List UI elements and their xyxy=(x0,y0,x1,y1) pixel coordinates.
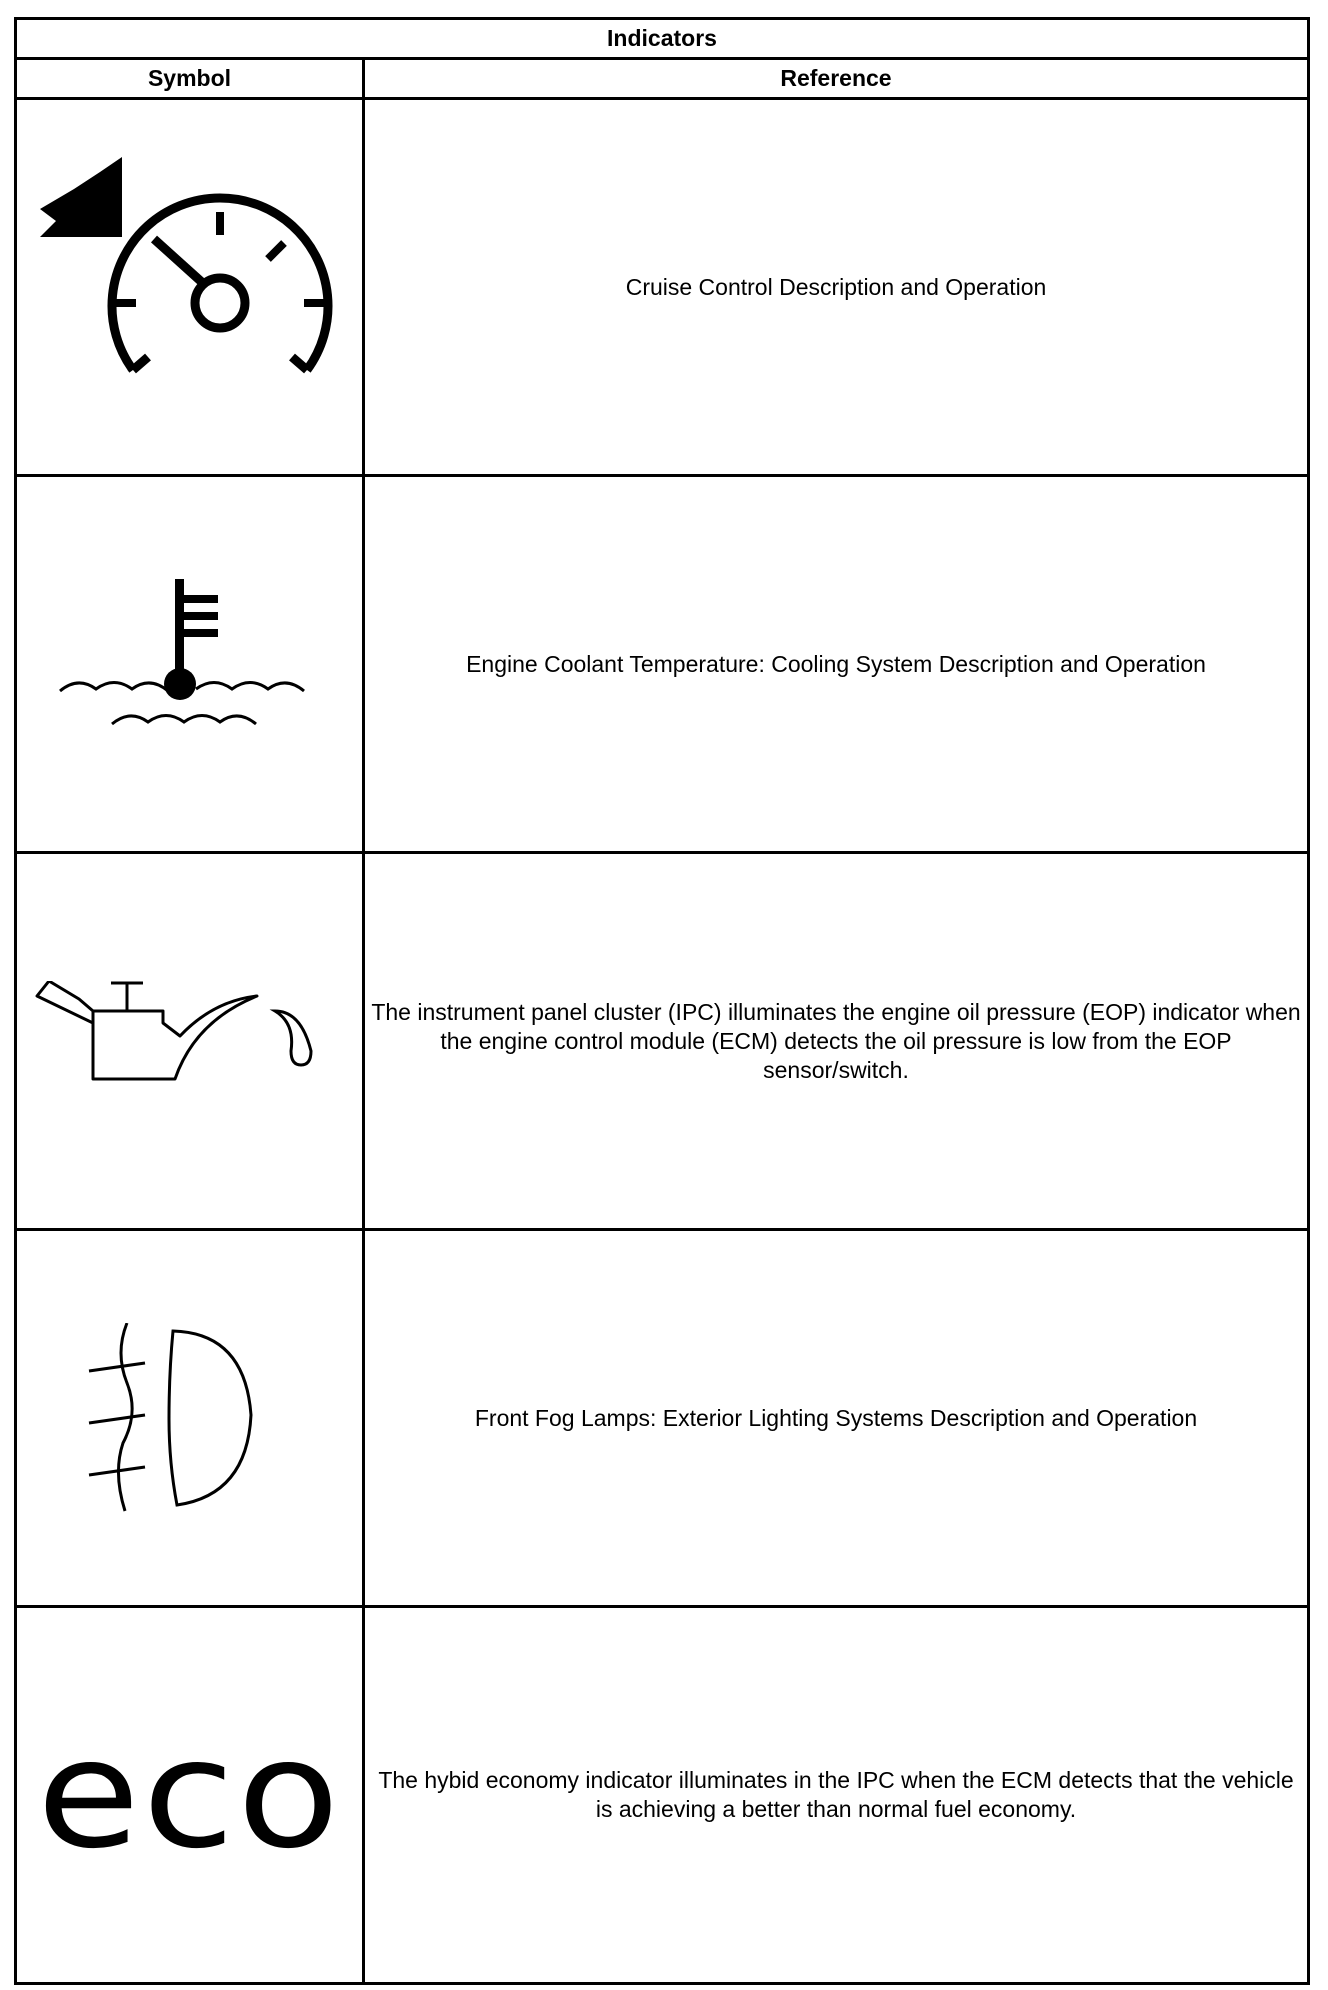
table-row xyxy=(16,99,1309,476)
cruise-control-icon xyxy=(40,157,340,417)
symbol-cell xyxy=(16,99,364,476)
table-header-row xyxy=(16,59,1309,99)
indicators-table xyxy=(14,17,1310,1985)
reference-cell: Engine Coolant Temperature: Cooling System Description and Operation xyxy=(364,476,1309,853)
reference-cell: The instrument panel cluster (IPC) illuminates the engine oil pressure (EOP) indicator when the engine control module (ECM) detects the oil pressure is low from the EOP sensor/switch. xyxy=(364,853,1309,1230)
eco-icon: eco xyxy=(36,1708,343,1882)
symbol-column-header: Symbol xyxy=(16,59,364,99)
table-row xyxy=(16,853,1309,1230)
symbol-cell xyxy=(16,1607,364,1984)
reference-cell: Front Fog Lamps: Exterior Lighting Systems Description and Operation xyxy=(364,1230,1309,1607)
reference-cell: The hybid economy indicator illuminates in the IPC when the ECM detects that the vehicle is achieving a better than normal fuel economy. xyxy=(364,1607,1309,1984)
table-title-row xyxy=(16,19,1309,59)
table-row xyxy=(16,1607,1309,1984)
reference-cell: Cruise Control Description and Operation xyxy=(364,99,1309,476)
table-row xyxy=(16,1230,1309,1607)
table-title: Indicators xyxy=(16,19,1309,59)
front-fog-lamps-icon xyxy=(65,1323,315,1513)
indicators-table-container xyxy=(14,17,1310,1985)
symbol-cell xyxy=(16,1230,364,1607)
symbol-cell xyxy=(16,476,364,853)
reference-column-header: Reference xyxy=(364,59,1309,99)
table-row xyxy=(16,476,1309,853)
engine-coolant-temperature-icon xyxy=(50,579,330,749)
symbol-cell xyxy=(16,853,364,1230)
oil-pressure-icon xyxy=(35,981,345,1101)
